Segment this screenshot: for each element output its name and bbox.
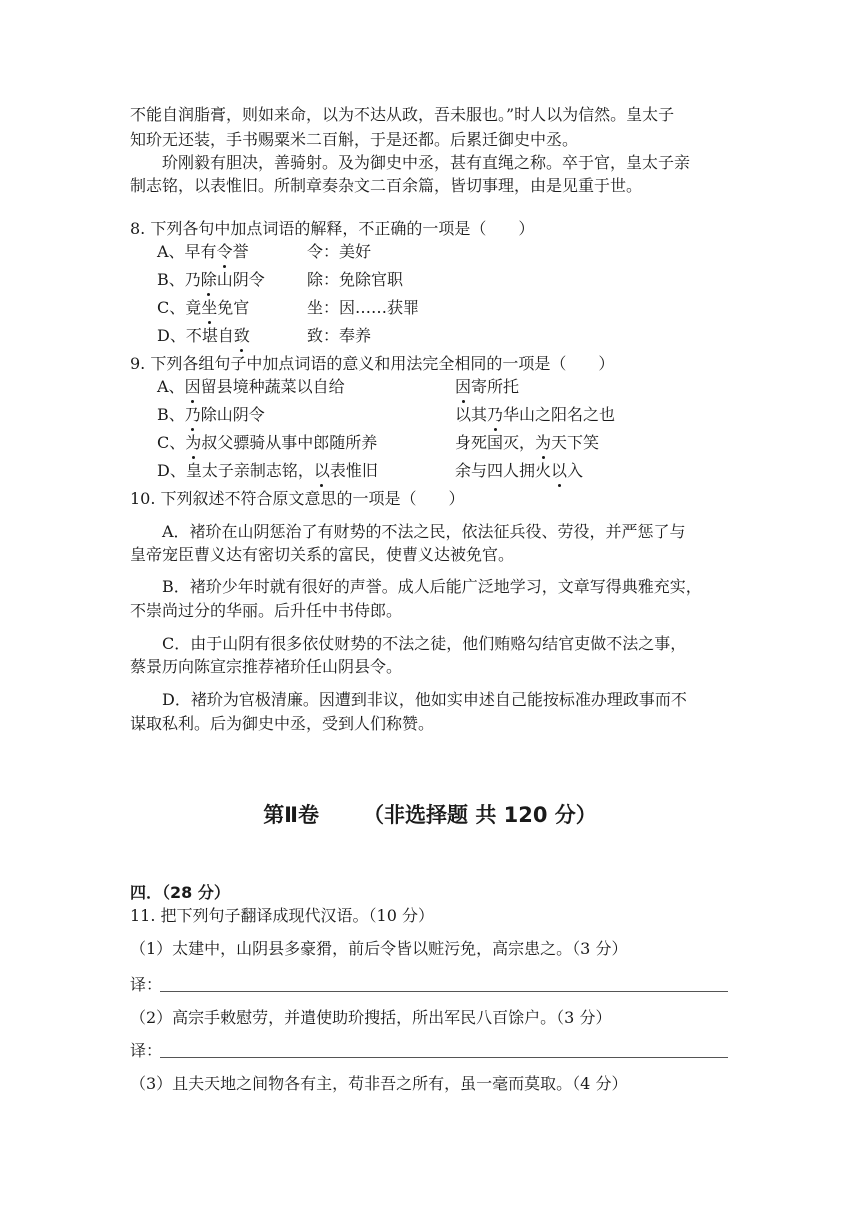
option-text: 山阴令 xyxy=(216,270,265,289)
q8-option-b xyxy=(157,269,265,291)
option-text: A、早有 xyxy=(157,242,217,261)
q10-option-a: A．褚玠在山阴惩治了有财势的不法之民，依法征兵役、劳役，并严惩了与 xyxy=(162,522,686,541)
emphasis-dot-word: 因 xyxy=(455,377,472,396)
q9-option-b-compare xyxy=(455,404,615,426)
emphasis-dot-word: 因 xyxy=(184,377,201,396)
section-title xyxy=(0,800,860,830)
option-text: C、竟 xyxy=(157,298,202,317)
section-title-left: 第Ⅱ卷 xyxy=(263,803,320,827)
emphasis-dot-word: 除 xyxy=(200,270,217,289)
sentence-1: （1）太建中，山阴县多豪猾，前后令皆以赃污免，高宗患之。（3 分） xyxy=(130,939,628,958)
part-4-heading: 四．（28 分） xyxy=(130,883,230,902)
q9-option-c-compare xyxy=(455,432,599,454)
q9-option-a-compare xyxy=(455,376,519,398)
option-text: C、 xyxy=(157,433,186,452)
option-text: A、 xyxy=(157,377,185,396)
emphasis-dot-word: 为 xyxy=(535,433,552,452)
option-text: 寄所托 xyxy=(471,377,520,396)
passage-line: 制志铭，以表惟旧。所制章奏杂文二百余篇，皆切事理，由是见重于世。 xyxy=(130,176,643,195)
q10-option-c: C．由于山阴有很多依仗财势的不法之徒，他们贿赂勾结官吏做不法之事， xyxy=(162,634,687,653)
q9-option-c xyxy=(157,432,377,454)
q8-option-d xyxy=(157,325,250,347)
q8-option-c xyxy=(157,297,249,319)
translation-label: 译： xyxy=(130,1041,163,1060)
section-title-right: （非选择题 共 120 分） xyxy=(363,803,597,827)
option-text: B、 xyxy=(157,405,185,424)
q8-option-a-explanation: 令：美好 xyxy=(307,242,372,261)
emphasis-dot-word: 以 xyxy=(551,461,568,480)
emphasis-dot-word: 以 xyxy=(313,461,330,480)
passage-line: 不能自润脂膏，则如来命，以为不达从政，吾未服也。”时人以为信然。皇太子 xyxy=(130,105,675,124)
option-text: 身死国灭， xyxy=(455,433,536,452)
passage-line: 玠刚毅有胆决，善骑射。及为御史中丞，甚有直绳之称。卒于官，皇太子亲 xyxy=(162,153,691,172)
question-9-stem: 9. 下列各组句子中加点词语的意义和用法完全相同的一项是（ ） xyxy=(130,354,615,373)
q9-option-a xyxy=(157,376,345,398)
translation-answer-line[interactable] xyxy=(160,1057,728,1058)
option-text: 誉 xyxy=(232,242,249,261)
option-text: 免官 xyxy=(217,298,250,317)
q8-option-a xyxy=(157,241,249,263)
option-text: 以其 xyxy=(455,405,488,424)
emphasis-dot-word: 乃 xyxy=(184,405,201,424)
q10-option-c-cont: 蔡景历向陈宣宗推荐褚玠任山阴县令。 xyxy=(130,657,403,676)
emphasis-dot-word: 为 xyxy=(185,433,202,452)
option-text: B、乃 xyxy=(157,270,201,289)
option-text: 表惟旧 xyxy=(329,461,378,480)
option-text: 入 xyxy=(567,461,584,480)
option-text: 华山之阳名之也 xyxy=(503,405,616,424)
option-text: 天下笑 xyxy=(551,433,600,452)
q10-option-b: B．褚玠少年时就有很好的声誉。成人后能广泛地学习，文章写得典雅充实， xyxy=(162,577,702,596)
sentence-2: （2）高宗手敕慰劳，并遣使助玠搜括，所出军民八百馀户。（3 分） xyxy=(130,1008,612,1027)
question-11-stem: 11. 把下列句子翻译成现代汉语。（10 分） xyxy=(130,906,434,925)
translation-label: 译： xyxy=(130,975,163,994)
q9-option-b xyxy=(157,404,265,426)
q8-option-c-explanation: 坐：因……获罪 xyxy=(307,298,420,317)
passage-line: 知玠无还装，手书赐粟米二百斛，于是还都。后累迁御史中丞。 xyxy=(130,130,579,149)
question-8-stem: 8. 下列各句中加点词语的解释，不正确的一项是（ ） xyxy=(130,219,535,238)
option-text: 余与四人拥火 xyxy=(455,461,552,480)
translation-answer-line[interactable] xyxy=(160,991,728,992)
q10-option-a-cont: 皇帝宠臣曹义达有密切关系的富民，使曹义达被免官。 xyxy=(130,545,515,564)
emphasis-dot-word: 令 xyxy=(216,242,233,261)
q10-option-d-cont: 谋取私利。后为御史中丞，受到人们称赞。 xyxy=(130,714,435,733)
question-10-stem: 10. 下列叙述不符合原文意思的一项是（ ） xyxy=(130,489,465,508)
q8-option-d-explanation: 致：奉养 xyxy=(307,326,372,345)
emphasis-dot-word: 乃 xyxy=(487,405,504,424)
option-text: 叔父骠骑从事中郎随所养 xyxy=(201,433,378,452)
q10-option-b-cont: 不崇尚过分的华丽。后升任中书侍郎。 xyxy=(130,601,403,620)
q9-option-d xyxy=(157,460,378,482)
sentence-3: （3）且夫天地之间物各有主，苟非吾之所有，虽一毫而莫取。（4 分） xyxy=(130,1074,628,1093)
option-text: D、不堪自 xyxy=(157,326,234,345)
option-text: D、皇太子亲制志铭， xyxy=(157,461,314,480)
option-text: 除山阴令 xyxy=(200,405,265,424)
q10-option-d: D．褚玠为官极清廉。因遭到非议，他如实申述自己能按标准办理政事而不 xyxy=(162,690,687,709)
emphasis-dot-word: 致 xyxy=(233,326,250,345)
q9-option-d-compare xyxy=(455,460,583,482)
emphasis-dot-word: 坐 xyxy=(201,298,218,317)
q8-option-b-explanation: 除：免除官职 xyxy=(307,270,404,289)
option-text: 留县境种蔬菜以自给 xyxy=(200,377,345,396)
